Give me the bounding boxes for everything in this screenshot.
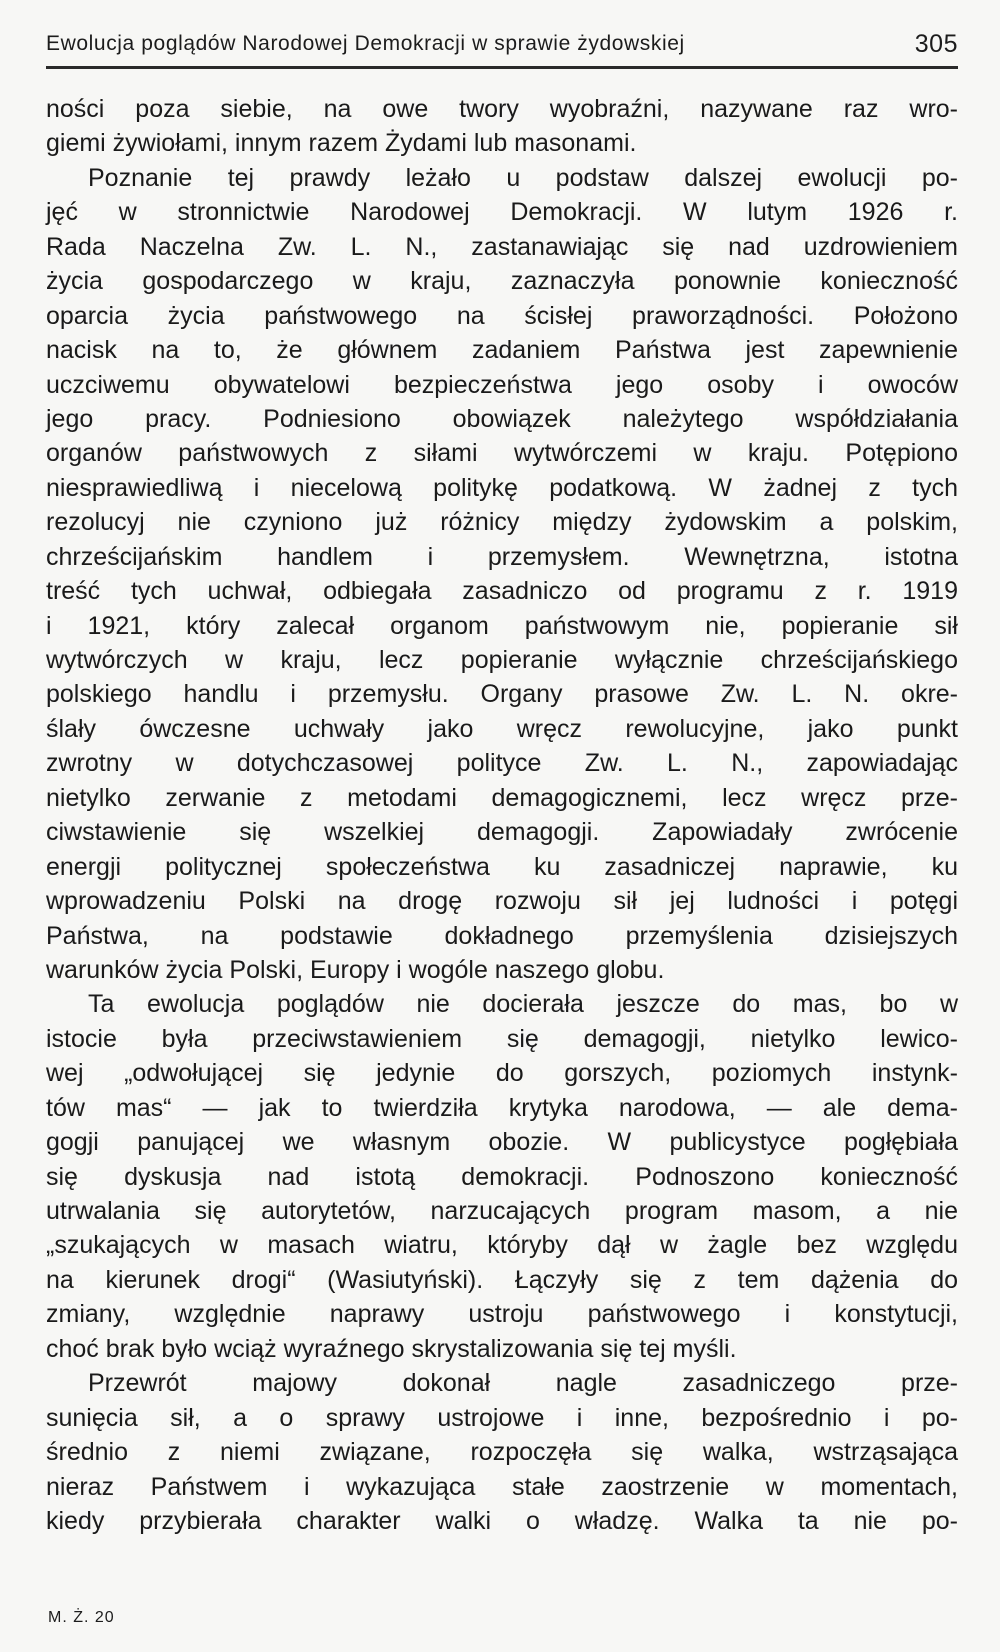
text-line: istocie była przeciwstawieniem się demagogji, nietylko lewico- bbox=[46, 1024, 958, 1053]
text-line: warunków życia Polski, Europy i wogóle naszego globu. bbox=[46, 955, 665, 984]
page-number: 305 bbox=[914, 30, 958, 58]
text-line: zwrotny w dotychczasowej polityce Zw. L. N., zapowiadając bbox=[46, 749, 958, 778]
text-line: jego pracy. Podniesiono obowiązek należytego współdziałania bbox=[46, 404, 958, 433]
text-line: wprowadzeniu Polski na drogę rozwoju sił jej ludności i potęgi bbox=[46, 887, 958, 916]
text-line: niesprawiedliwą i niecelową politykę podatkową. W żadnej z tych bbox=[46, 473, 958, 502]
text-line: chrześcijańskim handlem i przemysłem. Wewnętrzna, istotna bbox=[46, 542, 958, 571]
text-line: treść tych uchwał, odbiegała zasadniczo od programu z r. 1919 bbox=[46, 577, 958, 606]
text-line: zmiany, względnie naprawy ustroju państwowego i konstytucji, bbox=[46, 1300, 958, 1329]
text-line: jęć w stronnictwie Narodowej Demokracji. W lutym 1926 r. bbox=[46, 198, 958, 227]
running-header bbox=[46, 26, 958, 66]
text-line: giemi żywiołami, innym razem Żydami lub masonami. bbox=[46, 129, 637, 158]
text-line: polskiego handlu i przemysłu. Organy prasowe Zw. L. N. okre- bbox=[46, 680, 958, 709]
text-line: sunięcia sił, a o sprawy ustrojowe i inne, bezpośrednio i po- bbox=[46, 1403, 958, 1432]
text-line: Rada Naczelna Zw. L. N., zastanawiając się nad uzdrowieniem bbox=[46, 232, 958, 261]
running-title: Ewolucja poglądów Narodowej Demokracji w sprawie żydowskiej bbox=[46, 32, 685, 55]
printer-signature: M. Ż. 20 bbox=[48, 1609, 115, 1626]
header-rule bbox=[46, 66, 958, 69]
text-line: na kierunek drogi“ (Wasiutyński). Łączyły się z tem dążenia do bbox=[46, 1265, 958, 1294]
text-line: organów państwowych z siłami wytwórczemi w kraju. Potępiono bbox=[46, 439, 958, 468]
text-line: kiedy przybierała charakter walki o władzę. Walka ta nie po- bbox=[46, 1506, 958, 1535]
text-line: wytwórczych w kraju, lecz popieranie wyłącznie chrześcijańskiego bbox=[46, 646, 958, 674]
text-line: Przewrót majowy dokonał nagle zasadniczego prze- bbox=[88, 1369, 958, 1398]
text-line: średnio z niemi związane, rozpoczęła się walka, wstrząsająca bbox=[46, 1438, 958, 1467]
text-line: gogji panującej we własnym obozie. W publicystyce pogłębiała bbox=[46, 1128, 958, 1157]
text-line: choć brak było wciąż wyraźnego skrystalizowania się tej myśli. bbox=[46, 1334, 737, 1363]
text-line: uczciwemu obywatelowi bezpieczeństwa jego osoby i owoców bbox=[46, 370, 958, 399]
text-line: się dyskusja nad istotą demokracji. Podnoszono konieczność bbox=[46, 1162, 958, 1191]
text-line: ślały ówczesne uchwały jako wręcz rewolucyjne, jako punkt bbox=[46, 714, 958, 743]
text-line: nietylko zerwanie z metodami demagogicznemi, lecz wręcz prze- bbox=[46, 783, 958, 812]
text-line: wej „odwołującej się jedynie do gorszych, poziomych instynk- bbox=[46, 1059, 958, 1088]
text-line: ciwstawienie się wszelkiej demagogji. Zapowiadały zwrócenie bbox=[46, 818, 958, 847]
text-line: ności poza siebie, na owe twory wyobraźni, nazywane raz wro- bbox=[46, 95, 958, 123]
text-line: życia gospodarczego w kraju, zaznaczyła ponownie konieczność bbox=[46, 267, 958, 296]
text-line: „szukających w masach wiatru, któryby dął w żagle bez względu bbox=[46, 1231, 958, 1260]
text-line: Poznanie tej prawdy leżało u podstaw dalszej ewolucji po- bbox=[88, 163, 958, 192]
text-line: energji politycznej społeczeństwa ku zasadniczej naprawie, ku bbox=[46, 852, 958, 881]
text-line: tów mas“ — jak to twierdziła krytyka narodowa, — ale dema- bbox=[46, 1093, 958, 1122]
text-line: Ta ewolucja poglądów nie docierała jeszcze do mas, bo w bbox=[88, 990, 958, 1019]
text-line: i 1921, który zalecał organom państwowym nie, popieranie sił bbox=[46, 611, 958, 640]
text-line: oparcia życia państwowego na ścisłej praworządności. Położono bbox=[46, 301, 958, 330]
body-text bbox=[46, 92, 958, 1538]
text-line: rezolucyj nie czyniono już różnicy między żydowskim a polskim, bbox=[46, 508, 958, 537]
text-line: nieraz Państwem i wykazująca stałe zaostrzenie w momentach, bbox=[46, 1472, 958, 1501]
text-line: nacisk na to, że głównem zadaniem Państwa jest zapewnienie bbox=[46, 336, 958, 365]
text-line: utrwalania się autorytetów, narzucających program masom, a nie bbox=[46, 1197, 958, 1225]
text-line: Państwa, na podstawie dokładnego przemyślenia dzisiejszych bbox=[46, 921, 958, 950]
